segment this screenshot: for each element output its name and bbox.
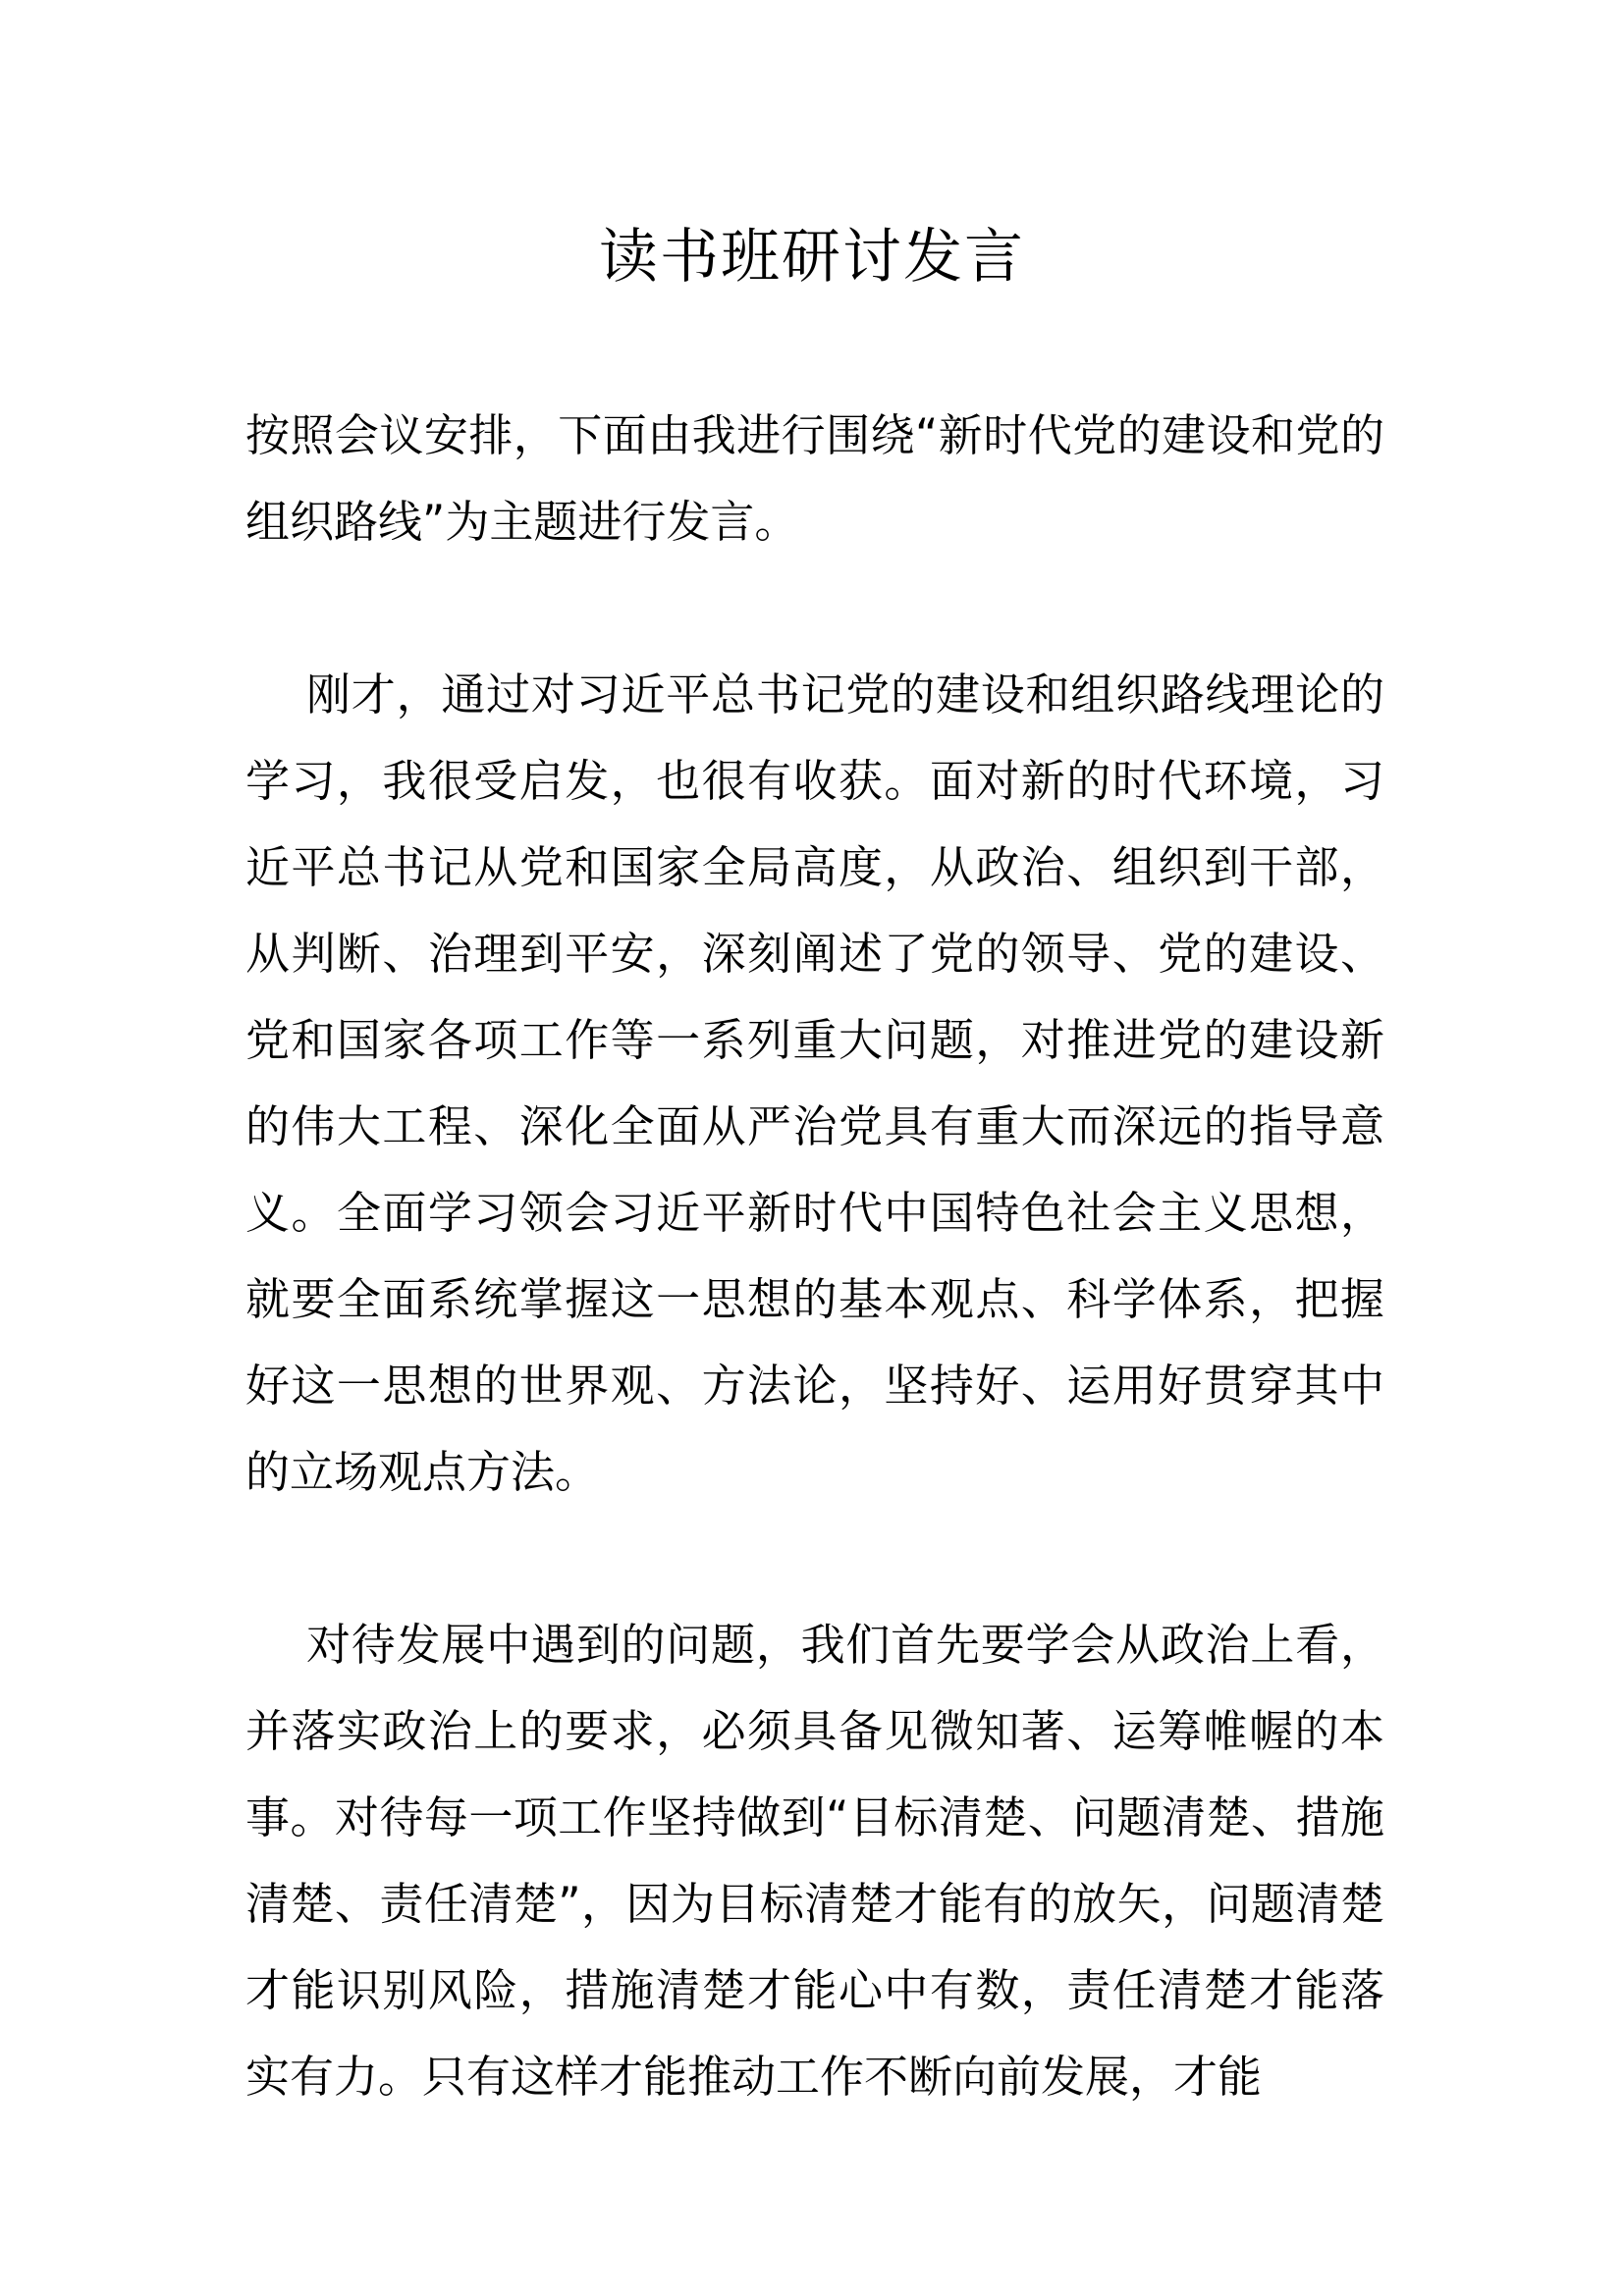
document-title: 读书班研讨发言 — [599, 223, 1025, 292]
paragraph-study: 刚才，通过对习近平总书记党的建设和组织路线理论的学习，我很受启发，也很有收获。面对新的时代环境，习近平总书记从党和国家全局高度，从政治、组织到干部，从判断、治理到平安，深刻阐述了党的领导、党的建设、党和国家各项工作等一系列重大问题，对推进党的建设新的伟大工程、深化全面从严治党具有重大而深远的指导意义。全面学习领会习近平新时代中国特色社会主义思想，就要全面系统掌握这一思想的基本观点、科学体系，把握好这一思想的世界观、方法论，坚持好、运用好贯穿其中的立场观点方法。 — [245, 668, 1384, 1498]
document-body — [245, 393, 1384, 2120]
paragraph-intro: 按照会议安排，下面由我进行围绕“新时代党的建设和党的组织路线”为主题进行发言。 — [245, 409, 1384, 548]
paragraph-problems: 对待发展中遇到的问题，我们首先要学会从政治上看，并落实政治上的要求，必须具备见微知著、运筹帷幄的本事。对待每一项工作坚持做到“目标清楚、问题清楚、措施清楚、责任清楚”，因为目标清楚才能有的放矢，问题清楚才能识别风险，措施清楚才能心中有数，责任清楚才能落实有力。只有这样才能推动工作不断向前发展，才能 — [245, 1619, 1384, 2103]
